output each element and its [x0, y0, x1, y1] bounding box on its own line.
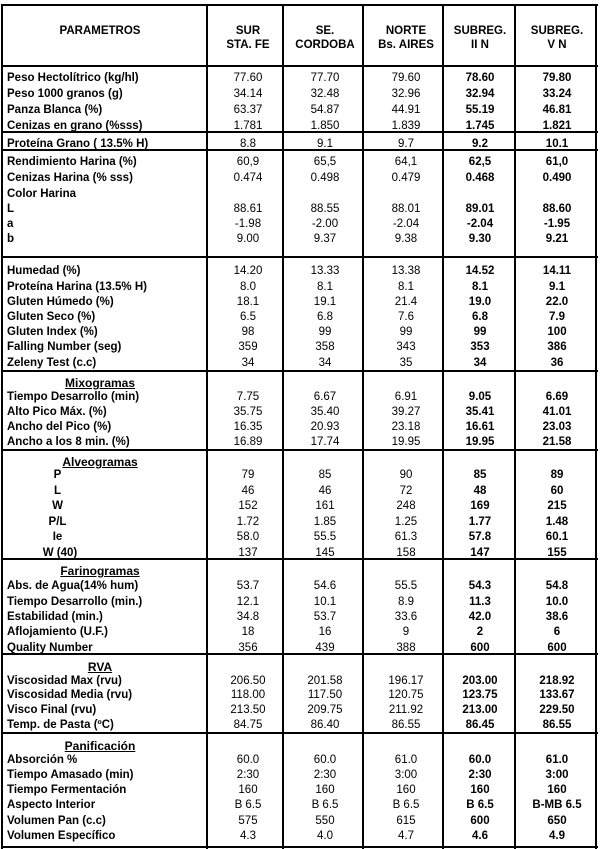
value-cell: 54.3 — [468, 580, 492, 592]
value-cell: 34 — [241, 357, 255, 369]
value-cell: 0.474 — [233, 172, 263, 184]
value-cell: 2 — [476, 626, 484, 638]
value-cell: 46.81 — [542, 104, 572, 116]
value-cell: 161 — [315, 500, 335, 512]
parameter-label: Quality Number — [7, 642, 93, 654]
value-cell: 42.0 — [468, 611, 492, 623]
value-cell: 117.50 — [307, 689, 343, 701]
value-cell: 2:30 — [236, 769, 260, 781]
value-cell: 8.0 — [240, 281, 256, 293]
value-cell: 78.60 — [465, 72, 495, 84]
row-rule — [1, 449, 598, 451]
value-cell: 9.37 — [313, 233, 337, 245]
value-cell: 7.6 — [398, 311, 414, 323]
parameter-label: Tiempo Desarrollo (min) — [7, 391, 140, 403]
value-cell: 10.1 — [545, 138, 569, 150]
value-cell: 209.75 — [307, 704, 343, 716]
column-header-line2: II N — [471, 39, 489, 51]
value-cell: -2.00 — [311, 218, 339, 230]
row-rule — [1, 4, 598, 6]
value-cell: 158 — [396, 547, 416, 559]
value-cell: -2.04 — [466, 218, 494, 230]
value-cell: 64,1 — [394, 156, 418, 168]
value-cell: 4.0 — [317, 830, 333, 842]
value-cell: 57.8 — [468, 531, 492, 543]
value-cell: 89 — [550, 469, 564, 481]
value-cell: 46 — [241, 485, 255, 497]
value-cell: 61.3 — [394, 531, 418, 543]
value-cell: 14.20 — [233, 265, 263, 277]
value-cell: 8.1 — [398, 281, 414, 293]
parameter-label: Aspecto Interior — [7, 799, 96, 811]
value-cell: 44.91 — [391, 104, 421, 116]
value-cell: 356 — [238, 642, 258, 654]
value-cell: 8.1 — [317, 281, 333, 293]
value-cell: 18 — [241, 626, 255, 638]
parameter-label: L — [7, 203, 15, 215]
value-cell: 615 — [396, 815, 416, 827]
value-cell: 550 — [315, 815, 335, 827]
parameter-label: Tiempo Fermentación — [7, 784, 127, 796]
value-cell: 61,0 — [545, 156, 569, 168]
value-cell: 9.1 — [549, 281, 565, 293]
parameter-label: Cenizas en grano (%sss) — [7, 120, 143, 132]
value-cell: 9 — [402, 626, 410, 638]
value-cell: 160 — [315, 784, 335, 796]
value-cell: 39.27 — [391, 406, 421, 418]
value-cell: 196.17 — [388, 675, 424, 687]
parameter-label: Tiempo Desarrollo (min.) — [7, 596, 143, 608]
value-cell: 86.45 — [465, 719, 495, 731]
value-cell: 32.48 — [310, 88, 340, 100]
value-cell: 55.5 — [394, 580, 418, 592]
value-cell: 60.0 — [468, 754, 492, 766]
value-cell: 9.2 — [472, 138, 488, 150]
parameter-label: Proteína Harina (13.5% H) — [7, 281, 147, 293]
value-cell: 152 — [238, 500, 258, 512]
value-cell: 1.48 — [545, 516, 569, 528]
value-cell: 9.1 — [317, 138, 333, 150]
value-cell: B 6.5 — [234, 799, 262, 811]
value-cell: 650 — [547, 815, 567, 827]
value-cell: 32.94 — [465, 88, 495, 100]
value-cell: 88.61 — [233, 203, 263, 215]
value-cell: 7.75 — [236, 391, 260, 403]
parameter-label: Estabilidad (min.) — [7, 611, 103, 623]
value-cell: 215 — [547, 500, 567, 512]
value-cell: 386 — [547, 341, 567, 353]
value-cell: 99 — [473, 326, 487, 338]
value-cell: 1.839 — [391, 120, 421, 132]
value-cell: 19.1 — [313, 296, 337, 308]
value-cell: 61.0 — [545, 754, 569, 766]
value-cell: 35.40 — [310, 406, 340, 418]
value-cell: 9.00 — [236, 233, 260, 245]
value-cell: 35 — [399, 357, 413, 369]
value-cell: 19.95 — [465, 436, 495, 448]
parameter-label: Temp. de Pasta (ºC) — [7, 719, 114, 731]
value-cell: 77.60 — [233, 72, 263, 84]
value-cell: 137 — [238, 547, 258, 559]
parameter-label: Ancho a los 8 min. (%) — [7, 436, 130, 448]
value-cell: 4.7 — [398, 830, 414, 842]
parameter-label: Volumen Específico — [7, 830, 116, 842]
column-header-line1: NORTE — [385, 25, 427, 37]
value-cell: 14.52 — [465, 265, 495, 277]
value-cell: 34 — [473, 357, 487, 369]
value-cell: 8.8 — [240, 138, 256, 150]
value-cell: 213.00 — [462, 704, 498, 716]
section-title: RVA — [87, 660, 113, 674]
value-cell: 123.75 — [462, 689, 498, 701]
value-cell: 21.4 — [394, 296, 418, 308]
parameter-label: a — [7, 218, 14, 230]
parameter-label: b — [7, 233, 15, 245]
value-cell: 0.490 — [542, 172, 572, 184]
value-cell: 88.60 — [542, 203, 572, 215]
parameter-label: Falling Number (seg) — [7, 341, 122, 353]
value-cell: 120.75 — [388, 689, 424, 701]
value-cell: 9.21 — [545, 233, 569, 245]
parameter-label: Tiempo Amasado (min) — [7, 769, 134, 781]
value-cell: 60 — [550, 485, 564, 497]
value-cell: 100 — [547, 326, 567, 338]
parameter-label: Peso Hectolítrico (kg/hl) — [7, 72, 139, 84]
column-header — [512, 24, 600, 52]
value-cell: 4.3 — [240, 830, 256, 842]
value-cell: 99 — [318, 326, 332, 338]
value-cell: 62,5 — [468, 156, 492, 168]
value-cell: 60,9 — [236, 156, 260, 168]
value-cell: 23.03 — [542, 421, 572, 433]
value-cell: 155 — [547, 547, 567, 559]
column-header-line2: V N — [547, 39, 567, 51]
value-cell: 9.7 — [398, 138, 414, 150]
value-cell: 359 — [238, 341, 258, 353]
value-cell: 6.5 — [240, 311, 256, 323]
parameter-label: Volumen Pan (c.c) — [7, 815, 106, 827]
parameter-label: L — [53, 485, 62, 497]
row-rule — [1, 370, 598, 372]
value-cell: 54.6 — [313, 580, 337, 592]
value-cell: 60.0 — [236, 754, 260, 766]
value-cell: 4.6 — [472, 830, 488, 842]
section-title: Alveogramas — [62, 455, 138, 469]
value-cell: 388 — [396, 642, 416, 654]
value-cell: 211.92 — [388, 704, 424, 716]
value-cell: 6.69 — [545, 391, 569, 403]
value-cell: 21.58 — [542, 436, 572, 448]
row-rule — [1, 846, 598, 848]
value-cell: 60.1 — [545, 531, 569, 543]
value-cell: 203.00 — [462, 675, 498, 687]
value-cell: 9.30 — [468, 233, 492, 245]
parameter-label: Ie — [52, 531, 63, 543]
value-cell: 6.67 — [313, 391, 337, 403]
value-cell: 1.850 — [310, 120, 340, 132]
value-cell: 53.7 — [236, 580, 260, 592]
value-cell: 60.0 — [313, 754, 337, 766]
value-cell: 1.821 — [542, 120, 572, 132]
parameter-label: Gluten Húmedo (%) — [7, 296, 114, 308]
value-cell: 16.61 — [465, 421, 495, 433]
value-cell: 33.24 — [542, 88, 572, 100]
value-cell: 1.781 — [233, 120, 263, 132]
value-cell: 218.92 — [539, 675, 575, 687]
value-cell: 79.80 — [542, 72, 572, 84]
value-cell: 147 — [470, 547, 490, 559]
parameter-label: Humedad (%) — [7, 265, 81, 277]
value-cell: 1.85 — [313, 516, 337, 528]
row-rule — [1, 65, 598, 67]
value-cell: 0.468 — [465, 172, 495, 184]
value-cell: 6 — [553, 626, 561, 638]
value-cell: 86.55 — [542, 719, 572, 731]
value-cell: 160 — [396, 784, 416, 796]
value-cell: 16.35 — [233, 421, 263, 433]
parameter-label: Color Harina — [7, 188, 77, 200]
value-cell: 0.498 — [310, 172, 340, 184]
value-cell: 13.33 — [310, 265, 340, 277]
value-cell: 10.1 — [313, 596, 337, 608]
value-cell: 6.8 — [317, 311, 333, 323]
value-cell: 77.70 — [310, 72, 340, 84]
value-cell: 160 — [238, 784, 258, 796]
parameter-label: Gluten Index (%) — [7, 326, 98, 338]
value-cell: 38.6 — [545, 611, 569, 623]
value-cell: 55.19 — [465, 104, 495, 116]
value-cell: 213.50 — [230, 704, 266, 716]
value-cell: 575 — [238, 815, 258, 827]
value-cell: 3:00 — [394, 769, 418, 781]
value-cell: 6.8 — [472, 311, 488, 323]
value-cell: 353 — [470, 341, 490, 353]
value-cell: 16.89 — [233, 436, 263, 448]
value-cell: 63.37 — [233, 104, 263, 116]
value-cell: 118.00 — [230, 689, 266, 701]
value-cell: -2.04 — [392, 218, 420, 230]
value-cell: 160 — [547, 784, 567, 796]
section-title: Panificación — [64, 739, 136, 753]
column-header-line1: SUR — [235, 25, 261, 37]
value-cell: 86.55 — [391, 719, 421, 731]
parameter-label: Abs. de Agua(14% hum) — [7, 580, 139, 592]
value-cell: B-MB 6.5 — [532, 799, 582, 811]
value-cell: 34.8 — [236, 611, 260, 623]
value-cell: 55.5 — [313, 531, 337, 543]
value-cell: -1.95 — [543, 218, 571, 230]
value-cell: 439 — [315, 642, 335, 654]
value-cell: 2:30 — [468, 769, 492, 781]
value-cell: 343 — [396, 341, 416, 353]
value-cell: 1.77 — [468, 516, 492, 528]
value-cell: 61.0 — [394, 754, 418, 766]
parameter-label: W — [52, 500, 63, 512]
value-cell: 58.0 — [236, 531, 260, 543]
value-cell: 9.05 — [468, 391, 492, 403]
value-cell: 19.95 — [391, 436, 421, 448]
parameter-label: Absorción % — [7, 754, 78, 766]
value-cell: 17.74 — [310, 436, 340, 448]
parameter-label: Cenizas Harina (% sss) — [7, 172, 133, 184]
parameter-label: Zeleny Test (c.c) — [7, 357, 97, 369]
value-cell: 1.72 — [236, 516, 260, 528]
value-cell: 10.0 — [545, 596, 569, 608]
value-cell: 1.745 — [465, 120, 495, 132]
column-header-line2: Bs. AIRES — [378, 39, 434, 51]
parameter-label: Visco Final (rvu) — [7, 704, 97, 716]
parameter-label: Viscosidad Max (rvu) — [7, 675, 122, 687]
parameter-label: Aflojamiento (U.F.) — [7, 626, 108, 638]
value-cell: 22.0 — [545, 296, 569, 308]
value-cell: 53.7 — [313, 611, 337, 623]
value-cell: 0.479 — [391, 172, 421, 184]
value-cell: 600 — [470, 642, 490, 654]
value-cell: 85 — [473, 469, 487, 481]
value-cell: 358 — [315, 341, 335, 353]
value-cell: B 6.5 — [466, 799, 494, 811]
value-cell: 16 — [318, 626, 332, 638]
value-cell: B 6.5 — [311, 799, 339, 811]
parameter-label: W (40) — [42, 547, 78, 559]
value-cell: 6.91 — [394, 391, 418, 403]
value-cell: 14.11 — [542, 265, 572, 277]
value-cell: 169 — [470, 500, 490, 512]
value-cell: B 6.5 — [392, 799, 420, 811]
value-cell: 160 — [470, 784, 490, 796]
value-cell: 86.40 — [310, 719, 340, 731]
value-cell: 8.9 — [398, 596, 414, 608]
value-cell: 99 — [399, 326, 413, 338]
value-cell: 133.67 — [539, 689, 575, 701]
column-header-line1: SUBREG. — [453, 25, 507, 37]
value-cell: 34.14 — [233, 88, 263, 100]
parameter-label: Viscosidad Media (rvu) — [7, 689, 133, 701]
column-header — [280, 24, 370, 52]
value-cell: 34 — [318, 357, 332, 369]
parameter-label: Gluten Seco (%) — [7, 311, 96, 323]
value-cell: 600 — [547, 642, 567, 654]
value-cell: 12.1 — [236, 596, 260, 608]
value-cell: 13.38 — [391, 265, 421, 277]
value-cell: 7.9 — [549, 311, 565, 323]
value-cell: 88.01 — [391, 203, 421, 215]
value-cell: 229.50 — [539, 704, 575, 716]
column-header-line1: SUBREG. — [530, 25, 584, 37]
value-cell: 89.01 — [465, 203, 495, 215]
value-cell: 23.18 — [391, 421, 421, 433]
value-cell: 46 — [318, 485, 332, 497]
value-cell: 18.1 — [236, 296, 260, 308]
parameter-label: Alto Pico Máx. (%) — [7, 406, 107, 418]
value-cell: 72 — [399, 485, 413, 497]
value-cell: 54.8 — [545, 580, 569, 592]
parameter-label: Ancho del Pico (%) — [7, 421, 112, 433]
parameter-label: P — [53, 469, 62, 481]
value-cell: 20.93 — [310, 421, 340, 433]
value-cell: 33.6 — [394, 611, 418, 623]
parameter-label: P/L — [48, 516, 67, 528]
value-cell: 79.60 — [391, 72, 421, 84]
parameter-label: Peso 1000 granos (g) — [7, 88, 123, 100]
section-title: Mixogramas — [64, 376, 136, 390]
value-cell: 88.55 — [310, 203, 340, 215]
value-cell: 4.9 — [549, 830, 565, 842]
value-cell: 85 — [318, 469, 332, 481]
header-parametros: PARAMETROS — [59, 25, 141, 37]
section-title: Farinogramas — [60, 564, 140, 578]
column-header-line2: STA. FE — [226, 39, 270, 51]
value-cell: 600 — [470, 815, 490, 827]
value-cell: 65,5 — [313, 156, 337, 168]
value-cell: 19.0 — [468, 296, 492, 308]
value-cell: 32.96 — [391, 88, 421, 100]
value-cell: 79 — [241, 469, 255, 481]
column-header-line2: CORDOBA — [295, 39, 355, 51]
value-cell: 145 — [315, 547, 335, 559]
parameter-label: Rendimiento Harina (%) — [7, 156, 137, 168]
value-cell: 248 — [396, 500, 416, 512]
value-cell: 1.25 — [394, 516, 418, 528]
value-cell: 48 — [473, 485, 487, 497]
value-cell: 206.50 — [230, 675, 266, 687]
value-cell: 84.75 — [233, 719, 263, 731]
parameter-label: Panza Blanca (%) — [7, 104, 103, 116]
value-cell: 2:30 — [313, 769, 337, 781]
value-cell: 54.87 — [310, 104, 340, 116]
value-cell: 35.75 — [233, 406, 263, 418]
value-cell: 201.58 — [307, 675, 343, 687]
value-cell: 11.3 — [469, 596, 491, 608]
parameter-label: Proteína Grano ( 13.5% H) — [7, 138, 149, 150]
column-header-line1: SE. — [315, 25, 335, 37]
value-cell: 90 — [399, 469, 413, 481]
value-cell: 8.1 — [472, 281, 488, 293]
value-cell: 36 — [550, 357, 564, 369]
value-cell: 3:00 — [545, 769, 569, 781]
value-cell: -1.98 — [234, 218, 262, 230]
value-cell: 35.41 — [465, 406, 495, 418]
row-rule — [1, 256, 598, 258]
row-rule — [1, 732, 598, 734]
value-cell: 98 — [241, 326, 255, 338]
value-cell: 9.38 — [394, 233, 418, 245]
value-cell: 41.01 — [542, 406, 572, 418]
